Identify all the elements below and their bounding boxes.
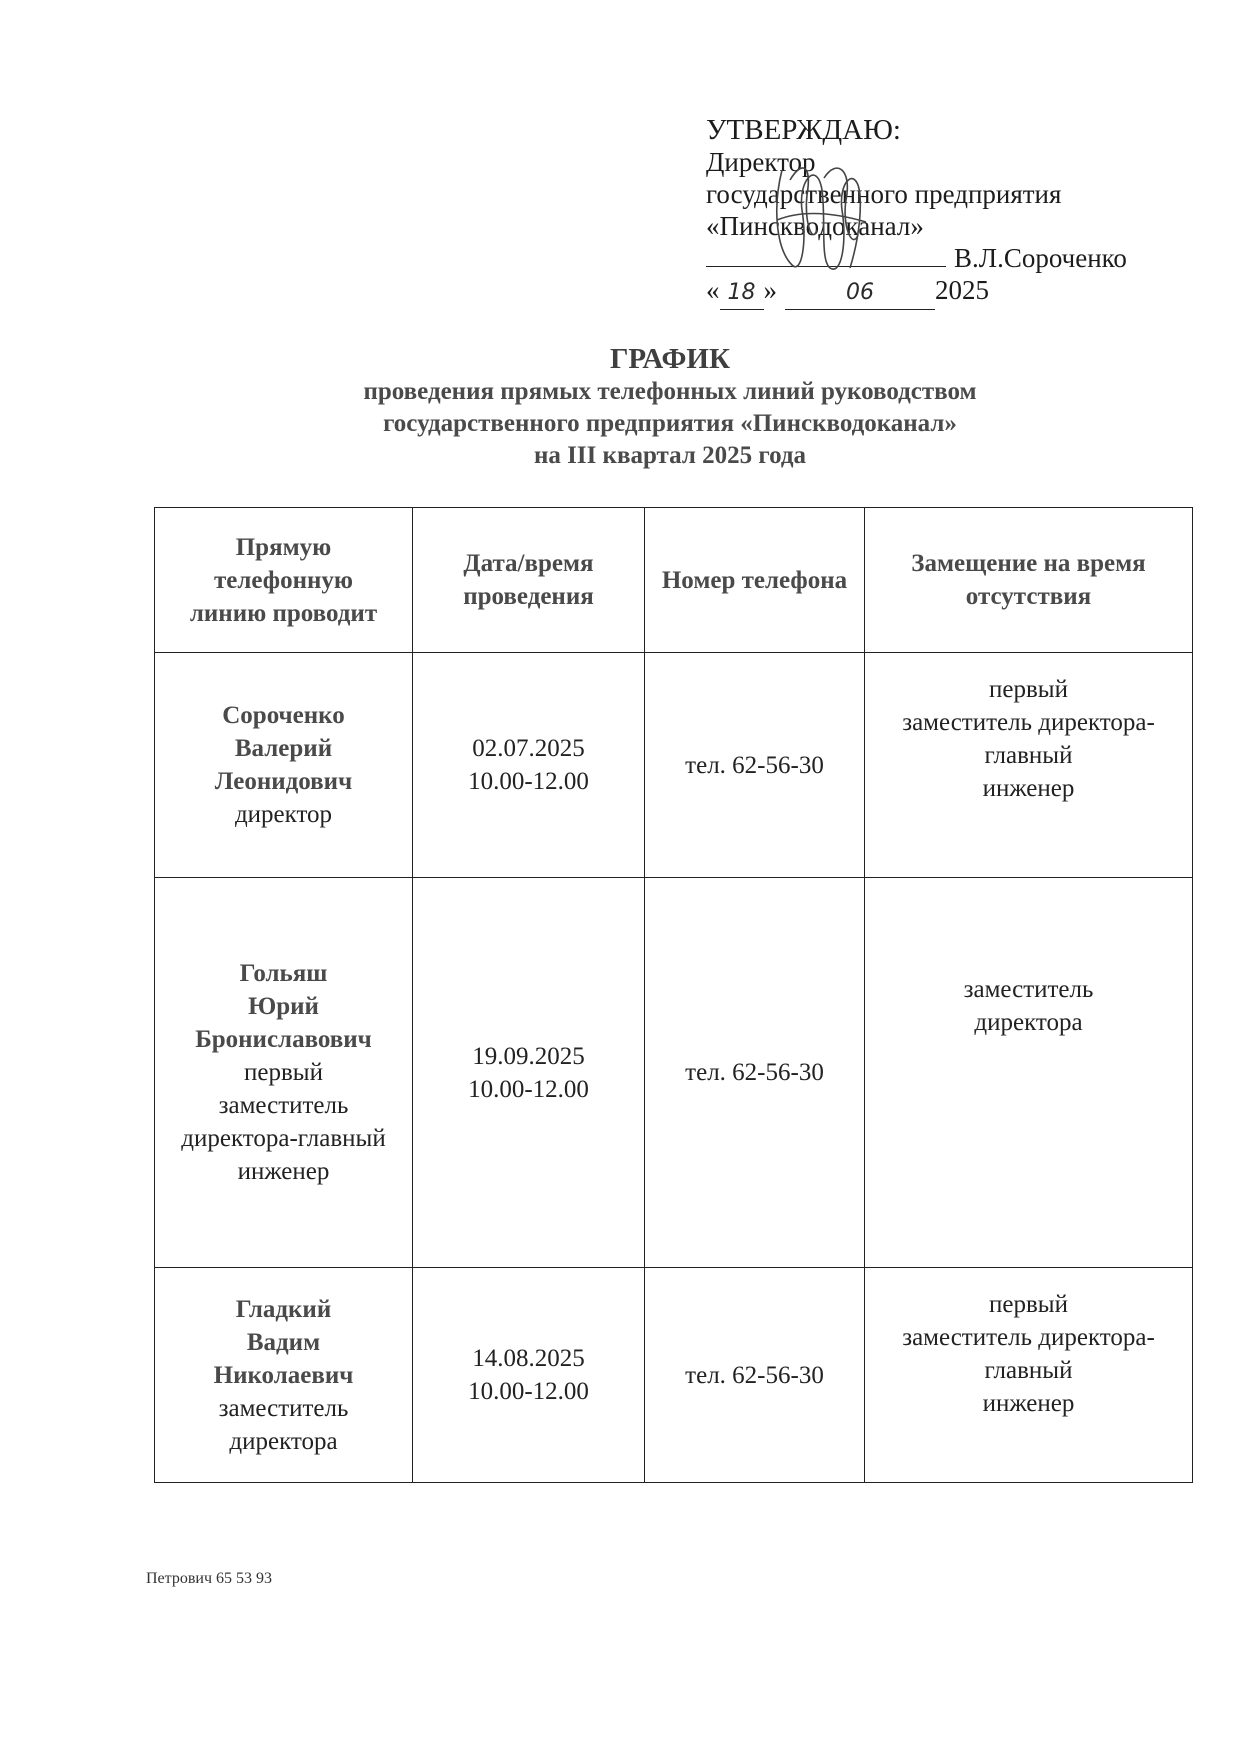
header-text: Номер телефона [661, 566, 848, 594]
signatory-name: В.Л.Сороченко [954, 243, 1127, 273]
date-year: 2025 [935, 275, 989, 305]
header-text: Замещение на время [911, 550, 1146, 577]
substitute-text: главный [984, 1357, 1073, 1384]
title-line-2: государственного предприятия «Пинскводоканал» [383, 410, 957, 437]
person-position: инженер [237, 1158, 330, 1185]
approval-block [706, 114, 1176, 310]
substitute-cell [865, 878, 1193, 1268]
header-datetime [413, 508, 645, 653]
substitute-text: заместитель директора- [902, 1324, 1155, 1351]
person-surname: Гольяш [239, 960, 328, 987]
time-text: 10.00-12.00 [468, 768, 589, 795]
substitute-text: первый [989, 676, 1068, 703]
approval-heading: УТВЕРЖДАЮ: [706, 114, 901, 146]
header-text: Прямую [235, 533, 332, 561]
person-patronymic: Брониславович [195, 1026, 372, 1053]
datetime-cell [413, 878, 645, 1268]
person-firstname: Вадим [246, 1328, 321, 1356]
date-text: 19.09.2025 [472, 1042, 585, 1070]
person-surname: Сороченко [222, 702, 345, 729]
date-open-quote: « [706, 275, 720, 305]
phone-text: тел. 62-56-30 [685, 1361, 824, 1389]
phone-cell [645, 653, 865, 878]
header-phone [645, 508, 865, 653]
conductor-cell [155, 653, 413, 878]
header-text: Дата/время [463, 550, 594, 577]
person-patronymic: Николаевич [213, 1361, 354, 1389]
table-row [155, 653, 1193, 878]
title-main: ГРАФИК [609, 343, 731, 375]
conductor-cell [155, 878, 413, 1268]
signature-line-row [706, 242, 1176, 274]
title-line-1: проведения прямых телефонных линий руководством [363, 378, 977, 405]
date-day: 18 [720, 277, 764, 310]
approval-organization-name: «Пинскводоканал» [706, 211, 924, 241]
conductor-cell [155, 1268, 413, 1483]
datetime-cell [413, 653, 645, 878]
header-substitute [865, 508, 1193, 653]
schedule-table [154, 507, 1193, 1483]
header-text: линию проводит [189, 599, 378, 627]
time-text: 10.00-12.00 [468, 1378, 589, 1405]
person-surname: Гладкий [235, 1295, 332, 1323]
header-text: телефонную [213, 566, 353, 594]
substitute-text: инженер [982, 775, 1075, 802]
substitute-text: инженер [982, 1390, 1075, 1417]
header-conductor [155, 508, 413, 653]
table-row [155, 1268, 1193, 1483]
substitute-text: заместитель директора- [902, 709, 1155, 736]
person-position: заместитель [218, 1394, 349, 1422]
contact-note: Петрович 65 53 93 [146, 1570, 273, 1587]
substitute-text: директора [974, 1009, 1083, 1036]
date-text: 14.08.2025 [472, 1345, 585, 1372]
person-patronymic: Леонидович [214, 768, 353, 795]
person-position: директор [234, 801, 333, 828]
date-text: 02.07.2025 [472, 735, 585, 762]
substitute-text: заместитель [963, 976, 1094, 1003]
date-close-quote: » [763, 275, 777, 305]
table-row [155, 878, 1193, 1268]
person-position: первый [244, 1059, 323, 1086]
phone-cell [645, 878, 865, 1268]
phone-text: тел. 62-56-30 [685, 751, 824, 779]
table-header-row [155, 508, 1193, 653]
datetime-cell [413, 1268, 645, 1483]
document-title [200, 342, 1140, 472]
person-position: заместитель [218, 1092, 349, 1119]
substitute-cell [865, 653, 1193, 878]
title-line-3: на III квартал 2025 года [533, 442, 807, 469]
time-text: 10.00-12.00 [468, 1075, 589, 1103]
approval-date [706, 274, 1176, 310]
signature-line [706, 242, 946, 267]
person-firstname: Валерий [234, 735, 333, 762]
substitute-text: первый [989, 1291, 1068, 1318]
date-month: 06 [785, 277, 935, 310]
person-position: директора [229, 1427, 338, 1455]
substitute-text: главный [984, 742, 1073, 769]
header-text: проведения [463, 583, 594, 610]
phone-text: тел. 62-56-30 [685, 1059, 824, 1086]
substitute-cell [865, 1268, 1193, 1483]
approval-organization: государственного предприятия [706, 179, 1062, 209]
person-position: директора-главный [181, 1125, 386, 1152]
phone-cell [645, 1268, 865, 1483]
approval-position: Директор [706, 147, 816, 177]
header-text: отсутствия [965, 583, 1092, 610]
person-firstname: Юрий [248, 993, 319, 1020]
